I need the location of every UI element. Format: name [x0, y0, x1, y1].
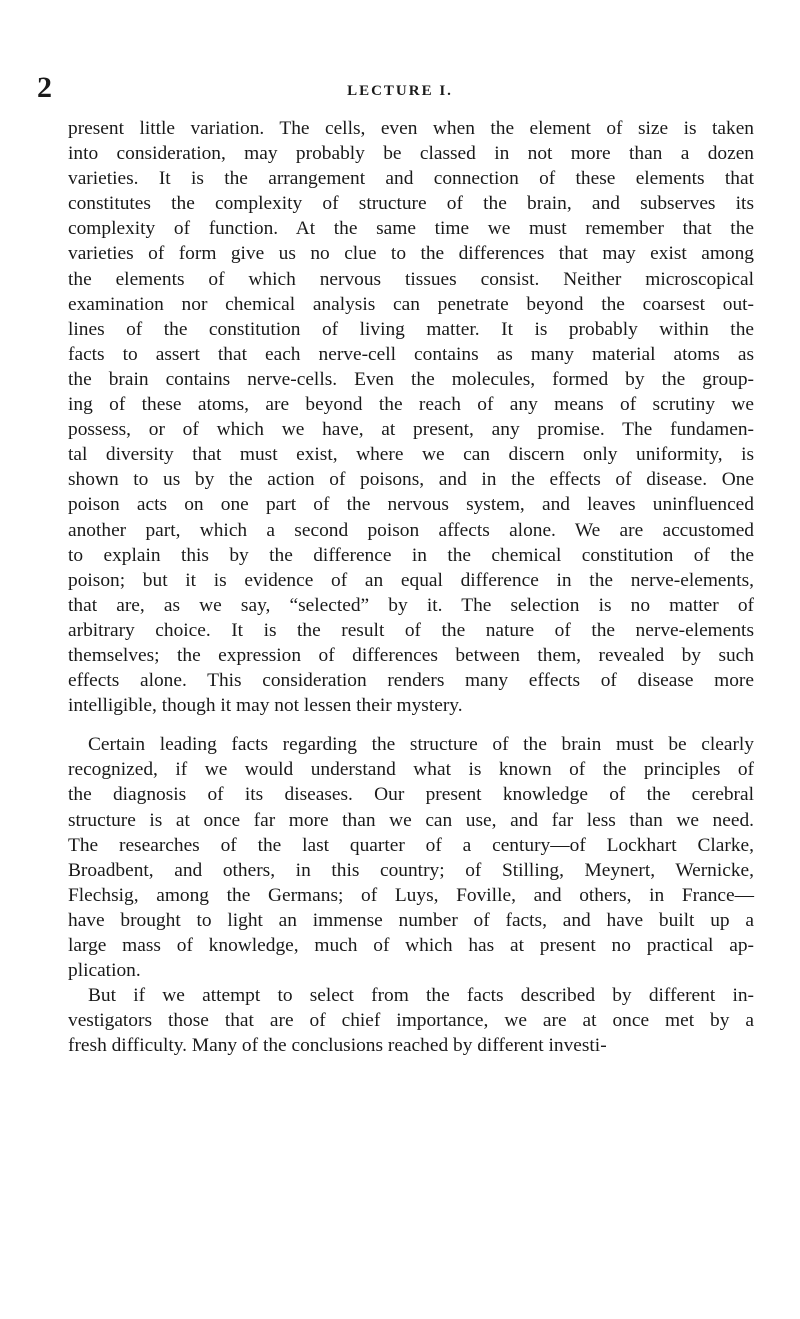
body-text: [68, 116, 754, 1058]
text-line: the diagnosis of its diseases. Our present knowledge of the cerebral: [68, 784, 754, 806]
text-line: present little variation. The cells, even when the element of size is taken: [68, 118, 754, 139]
text-line: recognized, if we would understand what is known of the principles of: [68, 759, 754, 781]
text-line: facts to assert that each nerve-cell contains as many material atoms as: [68, 343, 754, 365]
text-line: the elements of which nervous tissues consist. Neither microscopical: [68, 268, 754, 290]
text-line: intelligible, though it may not lessen their mystery.: [68, 695, 463, 717]
text-line: another part, which a second poison affects alone. We are accustomed: [68, 519, 754, 541]
page-number: 2: [37, 71, 52, 104]
text-line: complexity of function. At the same time we must remember that the: [68, 218, 754, 240]
text-line: The researches of the last quarter of a century—of Lockhart Clarke,: [68, 834, 754, 856]
text-line: vestigators those that are of chief importance, we are at once met by a: [68, 1010, 754, 1032]
text-line: to explain this by the difference in the chemical constitution of the: [68, 544, 754, 566]
text-line: examination nor chemical analysis can penetrate beyond the coarsest out-: [68, 293, 754, 315]
text-line: shown to us by the action of poisons, and in the effects of disease. One: [68, 469, 754, 491]
text-line: Broadbent, and others, in this country; of Stilling, Meynert, Wernicke,: [68, 859, 754, 881]
paragraph: [68, 732, 754, 983]
paragraph: [68, 983, 754, 1058]
text-line: large mass of knowledge, much of which has at present no practical ap-: [68, 935, 754, 956]
text-line: into consideration, may probably be classed in not more than a dozen: [68, 143, 754, 165]
paragraph-gap: [68, 718, 754, 732]
text-line: ing of these atoms, are beyond the reach of any means of scrutiny we: [68, 394, 754, 416]
text-line: structure is at once far more than we can use, and far less than we need.: [68, 809, 754, 831]
text-line: Certain leading facts regarding the structure of the brain must be clearly: [88, 734, 754, 756]
text-line: possess, or of which we have, at present, any promise. The fundamen-: [68, 419, 754, 441]
text-line: lines of the constitution of living matter. It is probably within the: [68, 318, 754, 340]
text-line: poison; but it is evidence of an equal difference in the nerve-elements,: [68, 569, 754, 591]
text-line: effects alone. This consideration renders many effects of disease more: [68, 670, 754, 692]
text-line: arbitrary choice. It is the result of the nature of the nerve-elements: [68, 619, 754, 641]
text-line: varieties. It is the arrangement and connection of these elements that: [68, 168, 754, 190]
text-line: the brain contains nerve-cells. Even the molecules, formed by the group-: [68, 368, 754, 390]
text-line: constitutes the complexity of structure of the brain, and subserves its: [68, 193, 754, 215]
paragraph: [68, 116, 754, 718]
text-line: that are, as we say, “selected” by it. The selection is no matter of: [68, 594, 754, 616]
text-line: But if we attempt to select from the facts described by different in-: [88, 985, 754, 1007]
running-head: LECTURE I.: [347, 83, 453, 99]
text-line: tal diversity that must exist, where we can discern only uniformity, is: [68, 444, 754, 466]
text-line: have brought to light an immense number of facts, and have built up a: [68, 909, 754, 931]
text-line: Flechsig, among the Germans; of Luys, Foville, and others, in France—: [68, 884, 754, 906]
text-line: varieties of form give us no clue to the differences that may exist among: [68, 243, 754, 265]
text-line: themselves; the expression of differences between them, revealed by such: [68, 644, 754, 666]
text-line: plication.: [68, 960, 141, 982]
text-line: fresh difficulty. Many of the conclusions reached by different investi-: [68, 1035, 607, 1057]
text-line: poison acts on one part of the nervous system, and leaves uninfluenced: [68, 494, 754, 516]
